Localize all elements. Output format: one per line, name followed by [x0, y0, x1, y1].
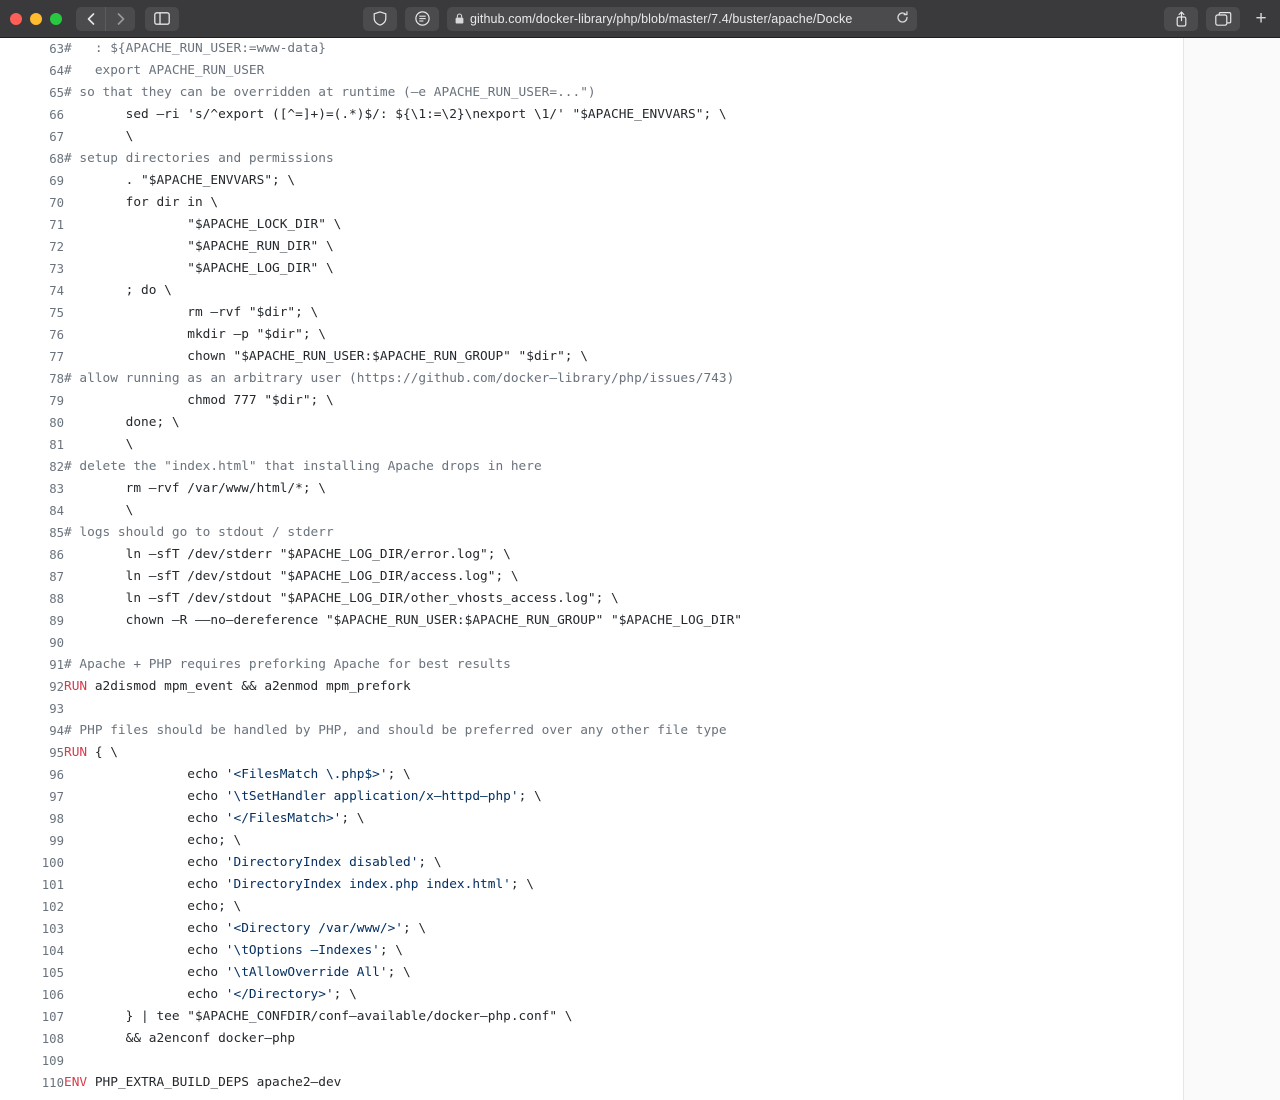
line-content[interactable] [64, 588, 1183, 610]
code-line [0, 324, 1183, 346]
line-content[interactable] [64, 456, 1183, 478]
code-token: echo [64, 767, 226, 782]
line-number[interactable]: 80 [49, 416, 64, 430]
address-bar-url: github.com/docker-library/php/blob/master/7.4/buster/apache/Docke [470, 11, 853, 26]
code-token: ; do \ [64, 283, 172, 298]
line-content[interactable] [64, 236, 1183, 258]
code-token: RUN [64, 679, 88, 694]
line-content[interactable] [64, 808, 1183, 830]
code-line [0, 698, 1183, 720]
line-number[interactable]: 90 [49, 636, 64, 650]
code-token: echo [64, 855, 226, 870]
line-content[interactable] [64, 500, 1183, 522]
line-content[interactable] [64, 742, 1183, 764]
line-number[interactable]: 69 [49, 174, 64, 188]
tab-overview-button[interactable] [1206, 7, 1240, 31]
code-line [0, 302, 1183, 324]
line-number[interactable]: 96 [49, 768, 64, 782]
line-number[interactable]: 64 [49, 64, 64, 78]
code-line [0, 38, 1183, 60]
line-content[interactable] [64, 346, 1183, 368]
code-token: # setup directories and permissions [64, 151, 334, 166]
code-token: "$APACHE_RUN_DIR" \ [64, 239, 334, 254]
code-line [0, 896, 1183, 918]
line-number[interactable]: 79 [49, 394, 64, 408]
line-content[interactable] [64, 764, 1183, 786]
line-number[interactable]: 70 [49, 196, 64, 210]
code-token: a2dismod mpm_event && a2enmod mpm_prefork [87, 679, 411, 694]
code-token: && a2enconf docker–php [64, 1031, 296, 1046]
line-number[interactable]: 100 [41, 856, 64, 870]
lock-icon [455, 13, 464, 24]
line-number[interactable]: 68 [49, 152, 64, 166]
code-line [0, 808, 1183, 830]
code-token: rm –rvf /var/www/html/*; \ [64, 481, 326, 496]
code-line [0, 962, 1183, 984]
code-token: ; \ [518, 789, 542, 804]
code-token: # export APACHE_RUN_USER [64, 63, 265, 78]
code-token: echo [64, 987, 226, 1002]
line-content[interactable] [64, 984, 1183, 1006]
line-number[interactable]: 93 [49, 702, 64, 716]
line-content[interactable] [64, 60, 1183, 82]
code-line [0, 1028, 1183, 1050]
navigation-buttons [76, 7, 135, 31]
line-content[interactable] [64, 654, 1183, 676]
line-content[interactable] [64, 412, 1183, 434]
line-number[interactable]: 95 [49, 746, 64, 760]
code-token: done; \ [64, 415, 180, 430]
code-line [0, 148, 1183, 170]
line-content[interactable] [64, 148, 1183, 170]
code-line [0, 1006, 1183, 1028]
code-line [0, 566, 1183, 588]
code-token: "$APACHE_LOG_DIR" \ [64, 261, 334, 276]
sidebar-toggle-button[interactable] [145, 7, 179, 31]
line-number[interactable]: 97 [49, 790, 64, 804]
code-token: ln –sfT /dev/stdout "$APACHE_LOG_DIR/access.log"; \ [64, 569, 519, 584]
line-content[interactable] [64, 38, 1183, 60]
code-token: '\tOptions –Indexes' [225, 943, 380, 958]
code-token: # Apache + PHP requires preforking Apache for best results [64, 657, 511, 672]
code-line [0, 786, 1183, 808]
reload-button[interactable] [896, 11, 909, 27]
line-content[interactable] [64, 786, 1183, 808]
line-content[interactable] [64, 302, 1183, 324]
line-content[interactable] [64, 434, 1183, 456]
share-button[interactable] [1164, 7, 1198, 31]
code-token: mkdir –p "$dir"; \ [64, 327, 326, 342]
line-content[interactable] [64, 1072, 1183, 1094]
code-line [0, 82, 1183, 104]
code-line [0, 830, 1183, 852]
line-content[interactable] [64, 522, 1183, 544]
reader-icon [415, 11, 430, 26]
line-content[interactable] [64, 478, 1183, 500]
line-content[interactable] [64, 192, 1183, 214]
code-token: ; \ [418, 855, 442, 870]
code-line [0, 214, 1183, 236]
code-token: "$APACHE_LOCK_DIR" \ [64, 217, 342, 232]
code-line [0, 984, 1183, 1006]
code-token: echo [64, 921, 226, 936]
chevron-left-icon [87, 13, 95, 25]
code-token: \ [64, 503, 134, 518]
share-icon [1175, 11, 1188, 27]
line-content[interactable] [64, 324, 1183, 346]
toolbar-right-group [1164, 7, 1270, 31]
line-content[interactable] [64, 82, 1183, 104]
code-line [0, 1072, 1183, 1094]
code-token: { \ [87, 745, 118, 760]
line-content[interactable] [64, 1028, 1183, 1050]
page-content [0, 38, 1280, 1100]
line-content[interactable] [64, 368, 1183, 390]
code-line [0, 522, 1183, 544]
code-token: ; \ [387, 965, 411, 980]
code-token: echo; \ [64, 899, 242, 914]
tab-overview-icon [1215, 12, 1232, 26]
minimize-window-button[interactable] [30, 13, 42, 25]
code-token: ; \ [403, 921, 427, 936]
line-number[interactable]: 65 [49, 86, 64, 100]
line-number[interactable]: 108 [41, 1032, 64, 1046]
line-content[interactable] [64, 390, 1183, 412]
code-line [0, 258, 1183, 280]
line-content[interactable] [64, 1050, 1183, 1072]
privacy-report-button[interactable] [363, 7, 397, 31]
line-number[interactable]: 99 [49, 834, 64, 848]
line-number[interactable]: 76 [49, 328, 64, 342]
line-content[interactable] [64, 544, 1183, 566]
line-number[interactable]: 67 [49, 130, 64, 144]
code-token: '</FilesMatch>' [225, 811, 342, 826]
line-content[interactable] [64, 214, 1183, 236]
line-number[interactable]: 107 [41, 1010, 64, 1024]
code-token: '</Directory>' [225, 987, 334, 1002]
line-number[interactable]: 84 [49, 504, 64, 518]
code-token: rm –rvf "$dir"; \ [64, 305, 319, 320]
code-token: ; \ [379, 943, 404, 958]
line-number[interactable]: 74 [49, 284, 64, 298]
code-token: # allow running as an arbitrary user (https://github.com/docker–library/php/issues/743) [64, 371, 735, 386]
line-number[interactable]: 85 [49, 526, 64, 540]
line-number[interactable]: 106 [41, 988, 64, 1002]
code-token: . "$APACHE_ENVVARS"; \ [64, 173, 296, 188]
code-line [0, 280, 1183, 302]
code-token: \ [64, 129, 134, 144]
line-content[interactable] [64, 918, 1183, 940]
line-number[interactable]: 78 [49, 372, 64, 386]
line-number[interactable]: 71 [49, 218, 64, 232]
code-line [0, 192, 1183, 214]
line-number[interactable]: 66 [49, 108, 64, 122]
code-token: } | tee "$APACHE_CONFDIR/conf–available/docker–php.conf" \ [64, 1009, 573, 1024]
code-line [0, 390, 1183, 412]
code-line [0, 654, 1183, 676]
line-number[interactable]: 98 [49, 812, 64, 826]
line-number[interactable]: 105 [41, 966, 64, 980]
code-line [0, 104, 1183, 126]
code-token: # PHP files should be handled by PHP, and should be preferred over any other file type [64, 723, 727, 738]
code-line [0, 236, 1183, 258]
line-content[interactable] [64, 1006, 1183, 1028]
code-token: ; \ [510, 877, 534, 892]
code-line [0, 764, 1183, 786]
line-number[interactable]: 102 [41, 900, 64, 914]
code-line [0, 940, 1183, 962]
line-number[interactable]: 94 [49, 724, 64, 738]
code-token: echo; \ [64, 833, 242, 848]
zoom-window-button[interactable] [50, 13, 62, 25]
code-line [0, 1050, 1183, 1072]
code-token: '<Directory /var/www/>' [225, 921, 403, 936]
code-line [0, 346, 1183, 368]
code-token: '<FilesMatch \.php$>' [225, 767, 388, 782]
code-token: # delete the "index.html" that installing Apache drops in here [64, 459, 542, 474]
code-token: chmod 777 "$dir"; \ [64, 393, 334, 408]
line-number[interactable]: 92 [49, 680, 64, 694]
code-token: for dir in \ [64, 195, 219, 210]
sidebar-icon [154, 12, 170, 25]
line-number[interactable]: 104 [41, 944, 64, 958]
back-button[interactable] [76, 7, 105, 31]
line-number[interactable]: 63 [49, 42, 64, 56]
browser-toolbar [0, 0, 1280, 38]
code-line [0, 500, 1183, 522]
code-token: '\tSetHandler application/x–httpd–php' [225, 789, 519, 804]
line-content[interactable] [64, 170, 1183, 192]
line-number[interactable]: 87 [49, 570, 64, 584]
line-content[interactable] [64, 962, 1183, 984]
code-line [0, 720, 1183, 742]
address-bar[interactable] [447, 7, 917, 31]
line-content[interactable] [64, 852, 1183, 874]
code-line [0, 610, 1183, 632]
code-line [0, 478, 1183, 500]
code-line [0, 170, 1183, 192]
line-number[interactable]: 81 [49, 438, 64, 452]
code-token: ENV [64, 1075, 88, 1090]
code-token: # so that they can be overridden at runtime (–e APACHE_RUN_USER=...") [64, 85, 596, 100]
code-token: 'DirectoryIndex index.php index.html' [225, 877, 511, 892]
line-number[interactable]: 89 [49, 614, 64, 628]
code-token: ln –sfT /dev/stderr "$APACHE_LOG_DIR/error.log"; \ [64, 547, 511, 562]
page-right-margin [1183, 38, 1280, 1100]
line-number[interactable]: 75 [49, 306, 64, 320]
code-line [0, 588, 1183, 610]
code-line [0, 852, 1183, 874]
code-line [0, 60, 1183, 82]
line-content[interactable] [64, 126, 1183, 148]
code-line [0, 742, 1183, 764]
code-body [0, 38, 1183, 1094]
code-line [0, 676, 1183, 698]
line-content[interactable] [64, 104, 1183, 126]
line-content[interactable] [64, 258, 1183, 280]
line-content[interactable] [64, 698, 1183, 720]
code-token: echo [64, 877, 226, 892]
line-number[interactable]: 109 [41, 1054, 64, 1068]
line-content[interactable] [64, 610, 1183, 632]
line-number[interactable]: 110 [41, 1076, 64, 1090]
window-controls [10, 13, 62, 25]
line-number[interactable]: 91 [49, 658, 64, 672]
code-token: # : ${APACHE_RUN_USER:=www-data} [64, 41, 326, 56]
code-viewer[interactable] [0, 38, 1183, 1100]
line-content[interactable] [64, 874, 1183, 896]
line-content[interactable] [64, 896, 1183, 918]
close-window-button[interactable] [10, 13, 22, 25]
code-line [0, 632, 1183, 654]
code-token: ; \ [333, 987, 357, 1002]
code-token: ; \ [387, 767, 411, 782]
shield-icon [373, 11, 387, 26]
line-number[interactable]: 83 [49, 482, 64, 496]
code-line [0, 434, 1183, 456]
code-line [0, 456, 1183, 478]
line-content[interactable] [64, 720, 1183, 742]
line-content[interactable] [64, 940, 1183, 962]
chevron-right-icon [117, 13, 125, 25]
code-token: echo [64, 943, 226, 958]
line-content[interactable] [64, 566, 1183, 588]
code-token: echo [64, 965, 226, 980]
code-token: sed –ri 's/^export ([^=]+)=(.*)$/: ${\1:=\2}\nexport \1/' "$APACHE_ENVVARS"; \ [64, 107, 727, 122]
code-line [0, 874, 1183, 896]
code-token: '\tAllowOverride All' [225, 965, 388, 980]
code-token: PHP_EXTRA_BUILD_DEPS apache2–dev [87, 1075, 342, 1090]
code-token: chown "$APACHE_RUN_USER:$APACHE_RUN_GROUP" "$dir"; \ [64, 349, 588, 364]
code-line [0, 126, 1183, 148]
code-token: \ [64, 437, 134, 452]
code-token: ln –sfT /dev/stdout "$APACHE_LOG_DIR/other_vhosts_access.log"; \ [64, 591, 619, 606]
line-content[interactable] [64, 676, 1183, 698]
code-token: 'DirectoryIndex disabled' [225, 855, 419, 870]
line-number[interactable]: 77 [49, 350, 64, 364]
code-token: echo [64, 811, 226, 826]
line-content[interactable] [64, 830, 1183, 852]
code-line [0, 412, 1183, 434]
code-token: # logs should go to stdout / stderr [64, 525, 334, 540]
code-token: chown –R ––no–dereference "$APACHE_RUN_USER:$APACHE_RUN_GROUP" "$APACHE_LOG_DIR" [64, 613, 742, 628]
line-number[interactable]: 86 [49, 548, 64, 562]
line-number[interactable]: 73 [49, 262, 64, 276]
line-number[interactable]: 82 [49, 460, 64, 474]
code-line [0, 918, 1183, 940]
reader-view-button[interactable] [405, 7, 439, 31]
code-token: RUN [64, 745, 88, 760]
line-number[interactable]: 103 [41, 922, 64, 936]
line-content[interactable] [64, 280, 1183, 302]
forward-button[interactable] [105, 7, 135, 31]
line-number[interactable]: 101 [41, 878, 64, 892]
toolbar-center-group [0, 7, 1280, 31]
line-number[interactable]: 88 [49, 592, 64, 606]
code-token: ; \ [341, 811, 365, 826]
code-table [0, 38, 1183, 1094]
line-content[interactable] [64, 632, 1183, 654]
line-number[interactable]: 72 [49, 240, 64, 254]
code-line [0, 544, 1183, 566]
code-line [0, 368, 1183, 390]
code-token: echo [64, 789, 226, 804]
new-tab-button[interactable]: + [1255, 8, 1267, 29]
